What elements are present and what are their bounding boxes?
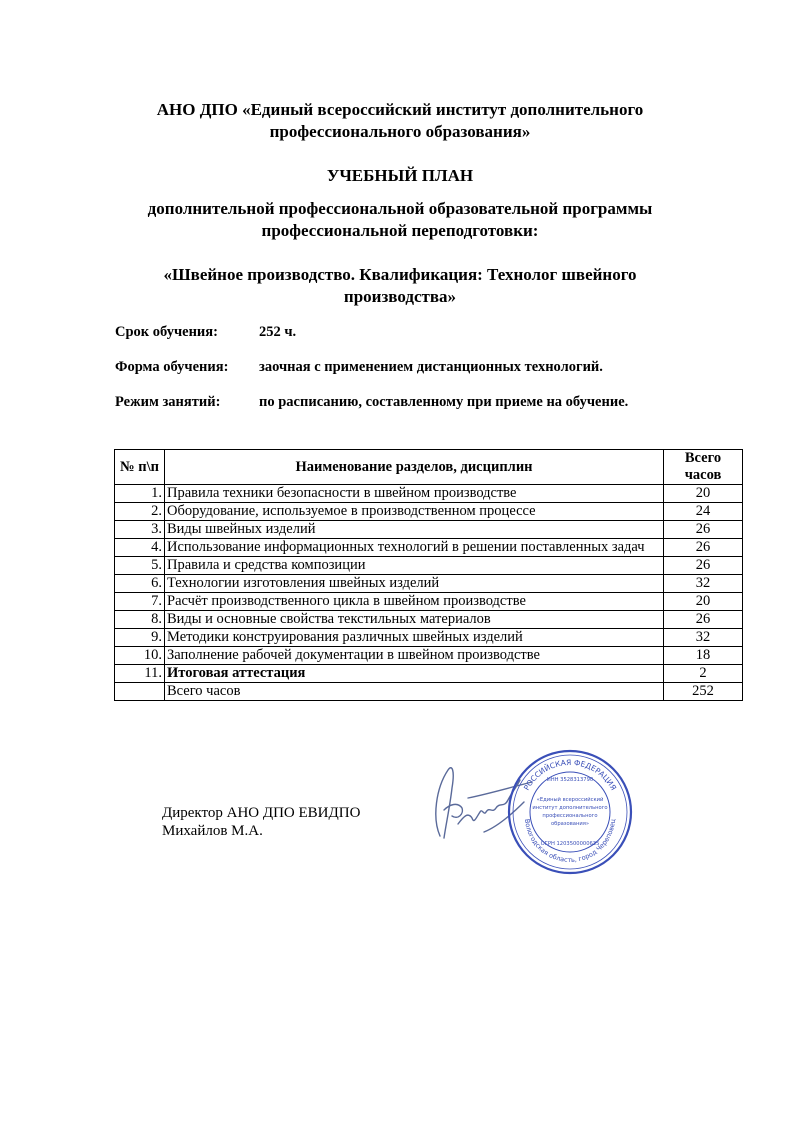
row-discipline: Правила техники безопасности в швейном производстве: [165, 485, 664, 503]
seal-ogrn: ОГРН 1203500000635: [540, 841, 600, 847]
program-name: [0, 264, 800, 308]
row-number: 8.: [115, 611, 165, 629]
row-hours: 20: [664, 485, 743, 503]
row-hours: 20: [664, 593, 743, 611]
org-line-2: профессионального образования»: [269, 122, 531, 141]
header-hours-line-1: Всего: [684, 450, 722, 466]
header-hours: [664, 450, 743, 485]
row-discipline: Заполнение рабочей документации в швейном производстве: [165, 647, 664, 665]
row-number: 6.: [115, 575, 165, 593]
organization-seal: [505, 747, 635, 877]
table-row: [115, 647, 743, 665]
curriculum-table: [114, 449, 743, 701]
document-subtitle: [0, 198, 800, 242]
document-title: УЧЕБНЫЙ ПЛАН: [326, 166, 474, 185]
row-hours: 24: [664, 503, 743, 521]
mode-row: [115, 393, 629, 411]
table-row: [115, 521, 743, 539]
total-label: Всего часов: [165, 683, 664, 701]
duration-label: Срок обучения:: [115, 324, 218, 340]
mode-label: Режим занятий:: [115, 394, 221, 410]
row-discipline: Методики конструирования различных швейных изделий: [165, 629, 664, 647]
row-hours: 26: [664, 557, 743, 575]
table-row: [115, 665, 743, 683]
table-header-row: [115, 450, 743, 485]
row-number: 7.: [115, 593, 165, 611]
row-number: 9.: [115, 629, 165, 647]
form-value: заочная с применением дистанционных технологий.: [259, 359, 603, 375]
table-row: [115, 629, 743, 647]
table-total-row: [115, 683, 743, 701]
row-hours: 26: [664, 611, 743, 629]
total-hours: 252: [664, 683, 743, 701]
form-row: [115, 358, 603, 376]
header-number: № п\п: [115, 450, 165, 485]
table-row: [115, 575, 743, 593]
table-row: [115, 539, 743, 557]
seal-inn: ИНН 3528313790: [546, 777, 594, 783]
org-line-1: АНО ДПО «Единый всероссийский институт дополнительного: [156, 100, 644, 119]
row-discipline: Использование информационных технологий в решении поставленных задач: [165, 539, 664, 557]
row-number: 5.: [115, 557, 165, 575]
director-name: Михайлов М.А.: [162, 823, 263, 839]
mode-value: по расписанию, составленному при приеме на обучение.: [259, 394, 629, 410]
row-hours: 26: [664, 539, 743, 557]
director-block: [162, 804, 360, 840]
subtitle-line-2: профессиональной переподготовки:: [261, 221, 539, 240]
table-row: [115, 557, 743, 575]
seal-ring-top: РОССИЙСКАЯ ФЕДЕРАЦИЯ: [521, 757, 619, 792]
row-number: 1.: [115, 485, 165, 503]
seal-center-line-2: институт дополнительного: [532, 805, 608, 811]
row-hours: 18: [664, 647, 743, 665]
table-row: [115, 611, 743, 629]
duration-row: [115, 323, 297, 341]
table-row: [115, 593, 743, 611]
table-row: [115, 485, 743, 503]
row-number: 2.: [115, 503, 165, 521]
row-hours: 26: [664, 521, 743, 539]
row-discipline: Виды швейных изделий: [165, 521, 664, 539]
table-row: [115, 503, 743, 521]
form-label: Форма обучения:: [115, 359, 229, 375]
seal-center-line-1: «Единый всероссийский: [536, 797, 604, 803]
duration-value: 252 ч.: [259, 324, 297, 340]
subtitle-line-1: дополнительной профессиональной образовательной программы: [147, 199, 653, 218]
row-hours: 2: [664, 665, 743, 683]
row-discipline: Правила и средства композиции: [165, 557, 664, 575]
row-number: 11.: [115, 665, 165, 683]
seal-ring-bottom: Вологодская область, город Череповец: [523, 818, 617, 865]
total-number: [115, 683, 165, 701]
row-discipline: Виды и основные свойства текстильных материалов: [165, 611, 664, 629]
row-discipline: Итоговая аттестация: [165, 665, 664, 683]
row-number: 4.: [115, 539, 165, 557]
organization-header: [0, 99, 800, 143]
row-discipline: Оборудование, используемое в производственном процессе: [165, 503, 664, 521]
seal-center-line-3: профессионального: [542, 813, 598, 819]
row-discipline: Расчёт производственного цикла в швейном производстве: [165, 593, 664, 611]
row-hours: 32: [664, 575, 743, 593]
director-title: Директор АНО ДПО ЕВИДПО: [162, 805, 361, 821]
program-line-2: производства»: [343, 287, 457, 306]
seal-center-line-4: образования»: [550, 821, 590, 827]
row-number: 3.: [115, 521, 165, 539]
row-hours: 32: [664, 629, 743, 647]
header-discipline: Наименование разделов, дисциплин: [165, 450, 664, 485]
program-line-1: «Швейное производство. Квалификация: Технолог швейного: [163, 265, 637, 284]
row-discipline: Технологии изготовления швейных изделий: [165, 575, 664, 593]
row-number: 10.: [115, 647, 165, 665]
header-hours-line-2: часов: [684, 467, 722, 483]
